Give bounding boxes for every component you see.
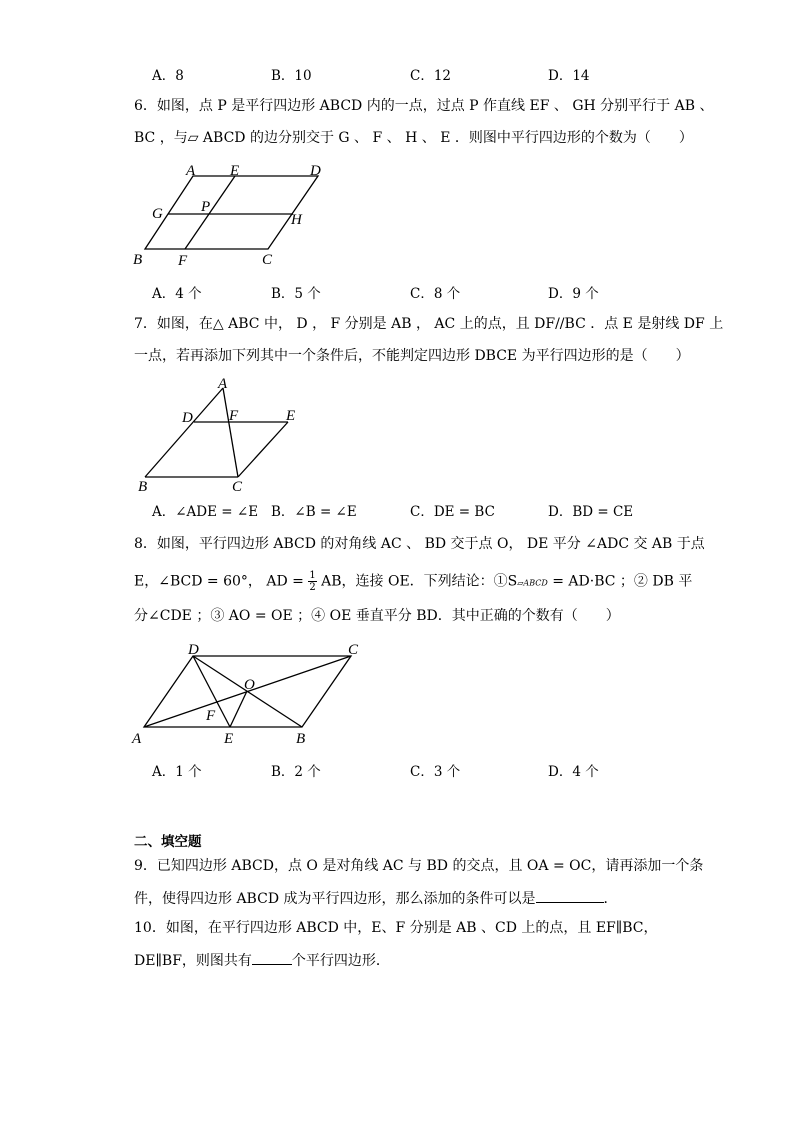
q10-answer-blank[interactable] bbox=[252, 950, 292, 965]
q7-label-b: B bbox=[138, 479, 148, 495]
q9-text-line2-end: ． bbox=[603, 891, 618, 907]
q7-label-c: C bbox=[232, 479, 243, 495]
q6-label-b: B bbox=[133, 252, 143, 268]
q8-fraction-denominator: 2 bbox=[309, 582, 316, 593]
q7-option-d: D．BD = CE bbox=[548, 504, 634, 520]
q7-option-b: B．∠B = ∠E bbox=[271, 504, 357, 520]
q6-label-d: D bbox=[310, 163, 321, 179]
q9-text-line2-part-a: 件，使得四边形 ABCD 成为平行四边形，那么添加的条件可以是 bbox=[134, 891, 536, 907]
q8-label-c: C bbox=[348, 642, 359, 658]
q7-text-line2: 一点，若再添加下列其中一个条件后，不能判定四边形 DBCE 为平行四边形的是（ ） bbox=[134, 348, 690, 364]
q5-option-d: D．14 bbox=[548, 68, 590, 84]
q6-label-p: P bbox=[201, 199, 211, 215]
q6-label-e: E bbox=[230, 163, 240, 179]
q10-text-line2 bbox=[134, 950, 390, 971]
q6-option-a: A．4 个 bbox=[152, 286, 202, 302]
q8-text-line2 bbox=[134, 570, 692, 594]
q6-option-b: B．5 个 bbox=[271, 286, 321, 302]
q5-option-c: C．12 bbox=[410, 68, 452, 84]
q8-option-b: B．2 个 bbox=[271, 764, 321, 780]
q7-line-ab bbox=[145, 388, 223, 477]
q8-label-d: D bbox=[188, 642, 199, 658]
q8-label-e: E bbox=[224, 731, 234, 747]
q7-label-d: D bbox=[182, 410, 193, 426]
q8-fraction-half bbox=[308, 570, 316, 593]
q7-option-c: C．DE = BC bbox=[410, 504, 495, 520]
q8-label-o: O bbox=[244, 677, 255, 693]
q8-fraction-numerator: 1 bbox=[309, 570, 316, 581]
q8-text-line2-part-c: = AD·BC ；② DB 平 bbox=[547, 573, 693, 590]
q9-answer-blank[interactable] bbox=[536, 888, 604, 903]
q6-label-c: C bbox=[262, 252, 273, 268]
section-heading-fill-in: 二、填空题 bbox=[134, 834, 202, 850]
q6-option-c: C．8 个 bbox=[410, 286, 461, 302]
q8-figure bbox=[128, 636, 378, 752]
q8-option-d: D．4 个 bbox=[548, 764, 599, 780]
q6-label-g: G bbox=[152, 206, 163, 222]
q8-area-subscript: ▱ABCD bbox=[517, 578, 548, 588]
q8-option-a: A．1 个 bbox=[152, 764, 202, 780]
q7-text-line1: 7．如图，在△ ABC 中， D ， F 分别是 AB ， AC 上的点，且 DF//BC ．点 E 是射线 DF 上 bbox=[134, 316, 724, 332]
q10-text-line1: 10．如图，在平行四边形 ABCD 中，E、F 分别是 AB 、CD 上的点，且 EF∥BC， bbox=[134, 920, 658, 936]
q8-text-line2-part-a: E，∠BCD = 60°， AD = bbox=[134, 573, 304, 590]
q7-line-ec bbox=[238, 422, 288, 477]
q7-label-a: A bbox=[218, 376, 228, 392]
q8-text-line2-part-b: AB，连接 OE．下列结论：①S bbox=[321, 573, 518, 590]
q7-label-f: F bbox=[229, 408, 239, 424]
q9-text-line1: 9．已知四边形 ABCD，点 O 是对角线 AC 与 BD 的交点，且 OA = OC，请再添加一个条 bbox=[134, 858, 704, 874]
q6-label-a: A bbox=[186, 163, 196, 179]
q7-figure bbox=[128, 374, 318, 496]
q6-text-line1: 6．如图，点 P 是平行四边形 ABCD 内的一点，过点 P 作直线 EF 、 GH 分别平行于 AB 、 bbox=[134, 98, 714, 114]
q8-option-c: C．3 个 bbox=[410, 764, 461, 780]
q6-text-line2: BC ，与▱ ABCD 的边分别交于 G 、 F 、 H 、 E ．则图中平行四边形的个数为（ ） bbox=[134, 130, 693, 146]
q8-label-a: A bbox=[132, 731, 142, 747]
q8-label-f: F bbox=[206, 708, 216, 724]
q8-text-line1: 8．如图，平行四边形 ABCD 的对角线 AC 、 BD 交于点 O， DE 平分 ∠ADC 交 AB 于点 bbox=[134, 536, 705, 552]
q6-option-d: D．9 个 bbox=[548, 286, 599, 302]
q6-figure bbox=[128, 158, 348, 270]
q8-label-b: B bbox=[296, 731, 306, 747]
q7-label-e: E bbox=[286, 408, 296, 424]
q5-option-b: B．10 bbox=[271, 68, 312, 84]
q10-text-line2-part-b: 个平行四边形． bbox=[291, 953, 390, 969]
q9-text-line2 bbox=[134, 888, 618, 909]
q6-label-f: F bbox=[178, 253, 188, 269]
q10-text-line2-part-a: DE∥BF，则图共有 bbox=[134, 953, 252, 969]
q7-option-a: A．∠ADE = ∠E bbox=[152, 504, 259, 520]
q5-option-a: A．8 bbox=[152, 68, 184, 84]
q7-line-ac bbox=[223, 388, 238, 477]
q8-text-line3: 分∠CDE ；③ AO = OE ；④ OE 垂直平分 BD．其中正确的个数有（ ） bbox=[134, 608, 620, 624]
q6-label-h: H bbox=[291, 212, 302, 228]
